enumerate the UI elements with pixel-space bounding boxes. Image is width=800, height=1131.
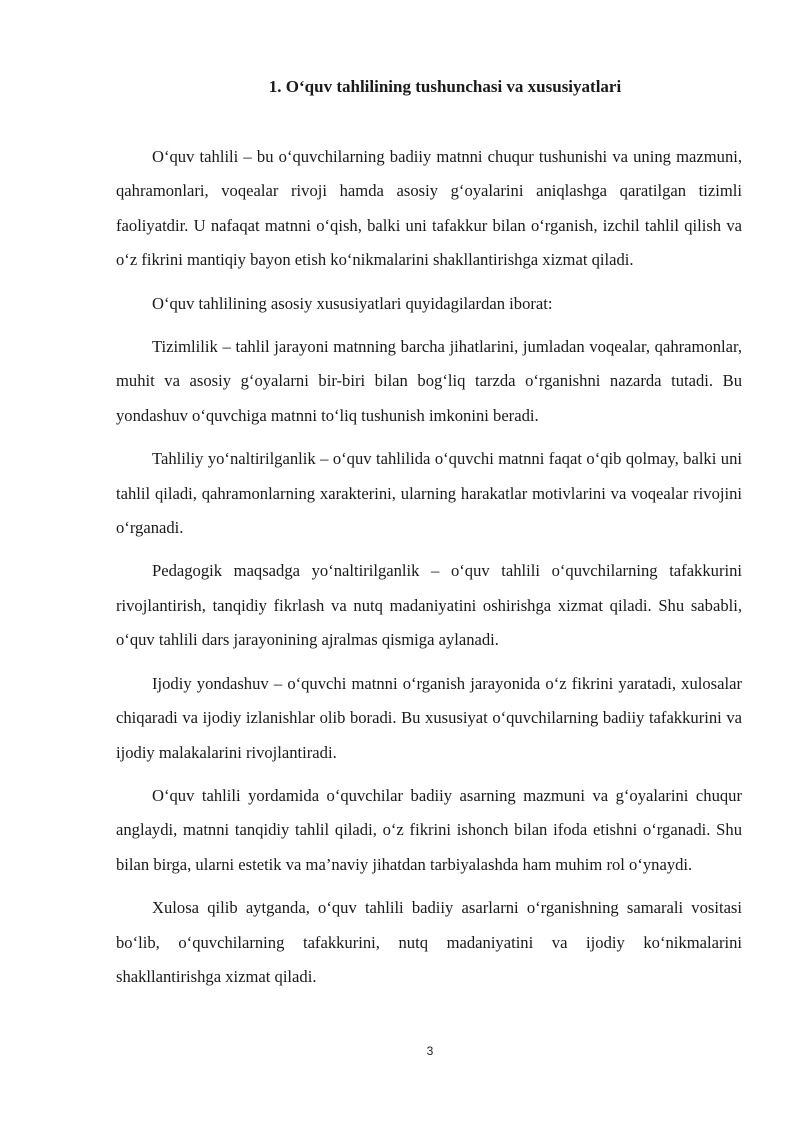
paragraph-conclusion: Xulosa qilib aytganda, o‘quv tahlili badiiy asarlarni o‘rganishning samarali vositasi bo‘lib, o‘quvchilarning tafakkurini, nutq madaniyatini va ijodiy ko‘nikmalarini shakllantirishga xizmat qiladi. — [116, 898, 742, 986]
paragraph-pedagogical-orientation: Pedagogik maqsadga yo‘naltirilganlik – o‘quv tahlili o‘quvchilarning tafakkurini rivojlantirish, tanqidiy fikrlash va nutq madaniyatini oshirishga xizmat qiladi. Shu sababli, o‘quv tahlili dars jarayonining ajralmas qismiga aylanadi. — [116, 561, 742, 650]
paragraph-benefits: O‘quv tahlili yordamida o‘quvchilar badiiy asarning mazmuni va g‘oyalarini chuqur anglaydi, matnni tanqidiy tahlil qiladi, o‘z fikrini ishonch bilan ifoda etishni o‘rganadi. Shu bilan birga, ularni estetik va ma’naviy jihatdan tarbiyalashda ham muhim rol o‘ynaydi. — [116, 785, 742, 874]
page-number: 3 — [426, 1044, 434, 1058]
section-heading: 1. O‘quv tahlilining tushunchasi va xususiyatlari — [268, 77, 622, 96]
paragraph-systematicity: Tizimlilik – tahlil jarayoni matnning barcha jihatlarini, jumladan voqealar, qahramonlar, muhit va asosiy g‘oyalarni bir-biri bilan bog‘liq tarzda o‘rganishni nazarda tutadi. Bu yondashuv o‘quvchiga matnni to‘liq tushunish imkonini beradi. — [116, 337, 742, 425]
paragraph-definition: O‘quv tahlili – bu o‘quvchilarning badiiy matnni chuqur tushunishi va uning mazmuni, qahramonlari, voqealar rivoji hamda asosiy g‘oyalarini aniqlashga qaratilgan tizimli faoliyatdir. U nafaqat matnni o‘qish, balki uni tafakkur bilan o‘rganish, izchil tahlil qilish va o‘z fikrini mantiqiy bayon etish ko‘nikmalarini shakllantirishga xizmat qiladi. — [116, 147, 742, 270]
body-text — [116, 140, 742, 1003]
paragraph-features-intro: O‘quv tahlilining asosiy xususiyatlari quyidagilardan iborat: — [152, 293, 553, 313]
paragraph-creative-approach: Ijodiy yondashuv – o‘quvchi matnni o‘rganish jarayonida o‘z fikrini yaratadi, xulosalar chiqaradi va ijodiy izlanishlar olib boradi. Bu xususiyat o‘quvchilarning badiiy tafakkurini va ijodiy malakalarini rivojlantiradi. — [116, 673, 742, 762]
paragraph-analytical-orientation: Tahliliy yo‘naltirilganlik – o‘quv tahlilida o‘quvchi matnni faqat o‘qib qolmay, balki uni tahlil qiladi, qahramonlarning xarakterini, ularning harakatlar motivlarini va voqealar rivojini o‘rganadi. — [116, 449, 742, 538]
